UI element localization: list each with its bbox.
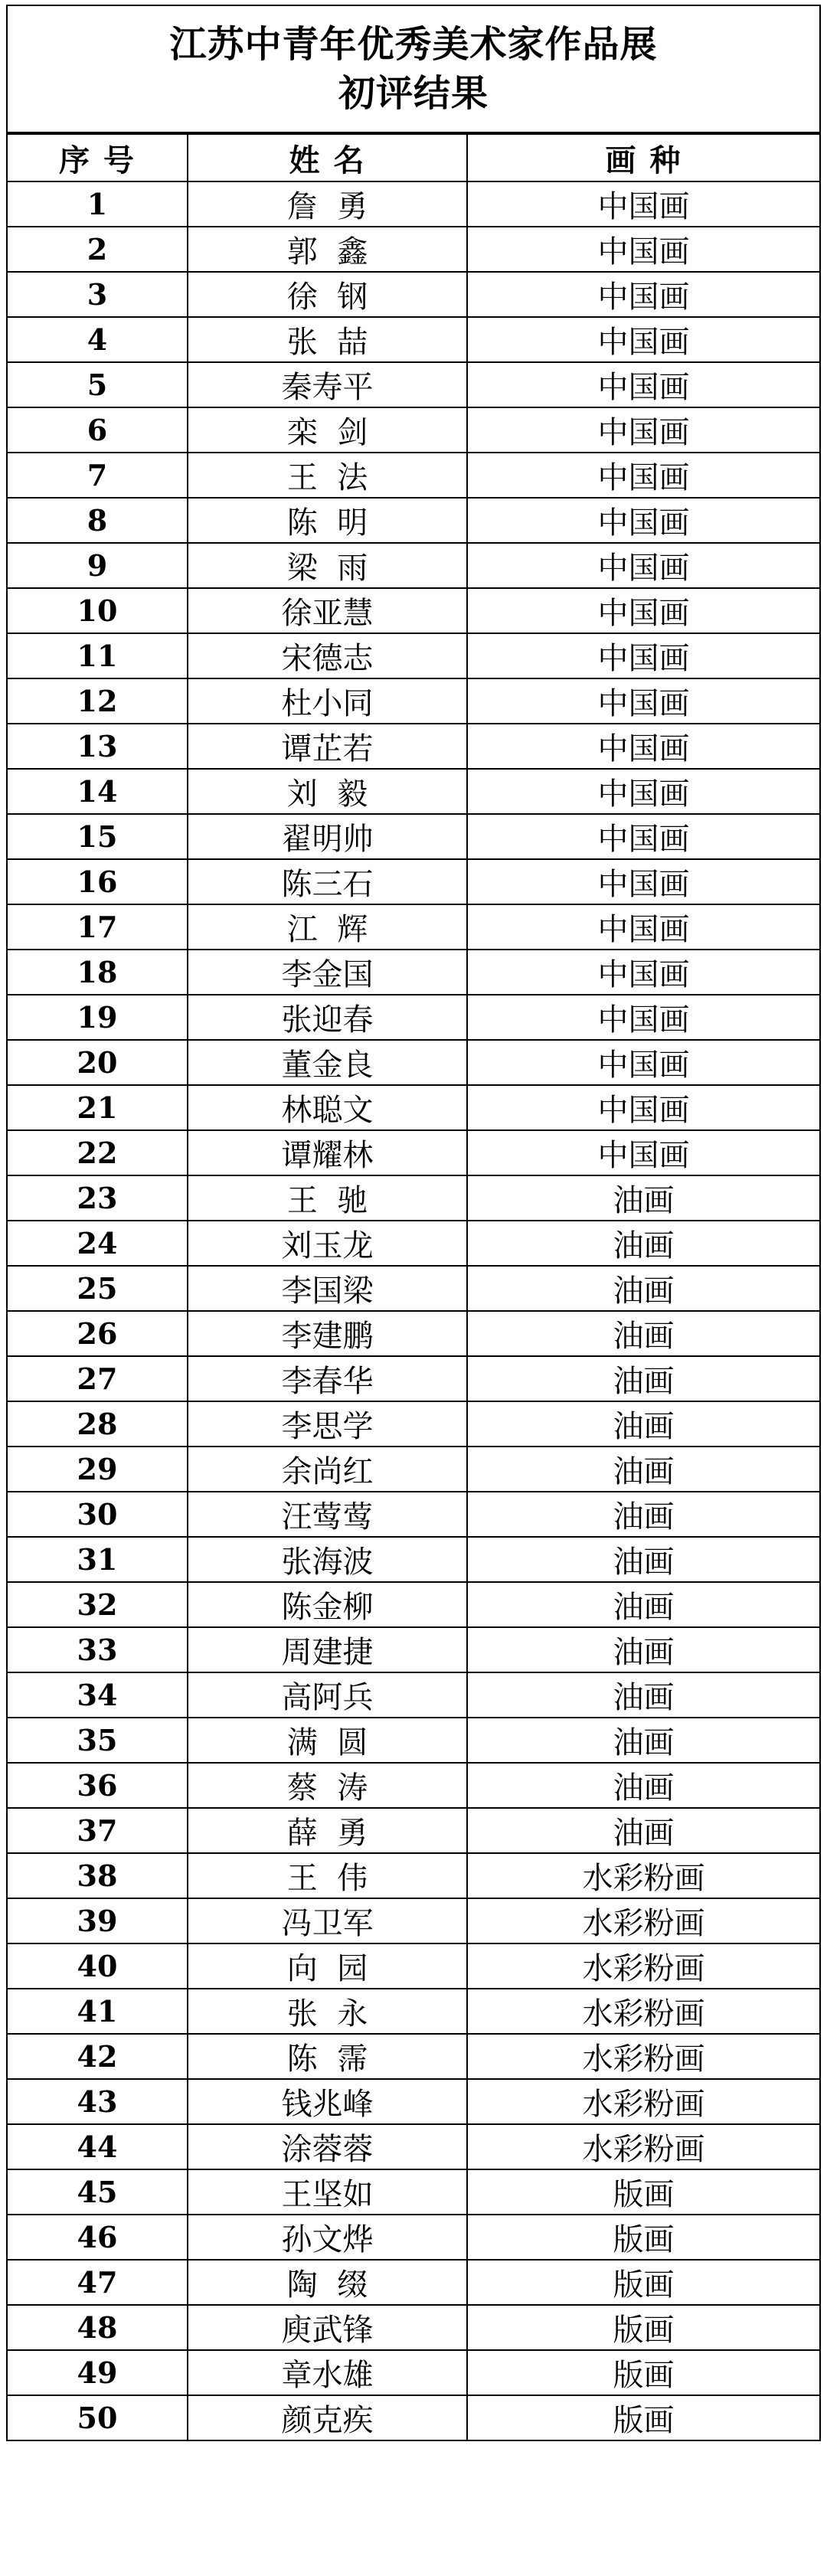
table-row (8, 498, 819, 543)
row-kind: 中国画 (467, 1085, 819, 1130)
row-name: 王坚如 (188, 2169, 467, 2215)
row-kind: 版画 (467, 2169, 819, 2215)
row-kind: 水彩粉画 (467, 1943, 819, 1989)
row-kind: 水彩粉画 (467, 2034, 819, 2079)
row-number: 36 (8, 1763, 188, 1808)
row-name: 汪莺莺 (188, 1492, 467, 1537)
row-number: 41 (8, 1989, 188, 2034)
row-name: 秦寿平 (188, 362, 467, 407)
table-row (8, 317, 819, 362)
row-number: 23 (8, 1175, 188, 1221)
row-kind: 中国画 (467, 1130, 819, 1175)
row-kind: 油画 (467, 1718, 819, 1763)
row-name: 宋德志 (188, 633, 467, 678)
row-kind: 油画 (467, 1492, 819, 1537)
table-row (8, 678, 819, 724)
row-kind: 中国画 (467, 588, 819, 633)
row-name: 董金良 (188, 1040, 467, 1085)
row-kind: 油画 (467, 1582, 819, 1627)
row-number: 11 (8, 633, 188, 678)
table-row (8, 1718, 819, 1763)
title-line-2: 初评结果 (338, 72, 489, 115)
row-name: 李思学 (188, 1401, 467, 1447)
table-row (8, 453, 819, 498)
row-kind: 中国画 (467, 407, 819, 453)
row-number: 45 (8, 2169, 188, 2215)
row-kind: 中国画 (467, 904, 819, 950)
row-name: 章水雄 (188, 2350, 467, 2395)
row-kind: 中国画 (467, 498, 819, 543)
row-kind: 油画 (467, 1266, 819, 1311)
table-row (8, 272, 819, 317)
table-row (8, 1221, 819, 1266)
table-row (8, 1401, 819, 1447)
row-number: 35 (8, 1718, 188, 1763)
table-row (8, 588, 819, 633)
table-row (8, 2305, 819, 2350)
row-number: 17 (8, 904, 188, 950)
row-kind: 水彩粉画 (467, 2079, 819, 2124)
table-row (8, 633, 819, 678)
row-name: 徐 钢 (188, 272, 467, 317)
table-body (8, 181, 819, 2440)
table-row (8, 407, 819, 453)
row-name: 谭耀林 (188, 1130, 467, 1175)
row-kind: 版画 (467, 2395, 819, 2440)
row-number: 9 (8, 543, 188, 588)
row-number: 1 (8, 181, 188, 227)
row-name: 郭 鑫 (188, 227, 467, 272)
table-row (8, 1672, 819, 1718)
row-name: 翟明帅 (188, 814, 467, 859)
table-row (8, 904, 819, 950)
row-number: 16 (8, 859, 188, 904)
row-name: 颜克疾 (188, 2395, 467, 2440)
table-row (8, 1808, 819, 1853)
row-kind: 油画 (467, 1627, 819, 1672)
table-row (8, 1582, 819, 1627)
results-table (8, 133, 819, 2441)
row-kind: 版画 (467, 2350, 819, 2395)
row-kind: 油画 (467, 1311, 819, 1356)
row-name: 栾 剑 (188, 407, 467, 453)
row-number: 37 (8, 1808, 188, 1853)
table-row (8, 362, 819, 407)
row-number: 49 (8, 2350, 188, 2395)
row-number: 28 (8, 1401, 188, 1447)
row-name: 詹 勇 (188, 181, 467, 227)
row-name: 周建捷 (188, 1627, 467, 1672)
row-name: 陈金柳 (188, 1582, 467, 1627)
table-row (8, 2034, 819, 2079)
row-kind: 版画 (467, 2305, 819, 2350)
table-row (8, 1311, 819, 1356)
row-name: 谭芷若 (188, 724, 467, 769)
table-row (8, 227, 819, 272)
table-row (8, 1853, 819, 1898)
table-row (8, 1040, 819, 1085)
row-name: 陈三石 (188, 859, 467, 904)
row-name: 满 圆 (188, 1718, 467, 1763)
row-number: 6 (8, 407, 188, 453)
table-row (8, 769, 819, 814)
row-number: 2 (8, 227, 188, 272)
row-number: 4 (8, 317, 188, 362)
table-row (8, 1085, 819, 1130)
row-number: 48 (8, 2305, 188, 2350)
table-row (8, 1492, 819, 1537)
table-row (8, 2215, 819, 2260)
row-kind: 中国画 (467, 362, 819, 407)
row-name: 张迎春 (188, 995, 467, 1040)
column-header-name: 姓 名 (188, 134, 467, 181)
table-row (8, 2124, 819, 2169)
table-row (8, 1989, 819, 2034)
row-name: 陈 明 (188, 498, 467, 543)
row-name: 孙文烨 (188, 2215, 467, 2260)
table-row (8, 1537, 819, 1582)
row-kind: 油画 (467, 1808, 819, 1853)
table-row (8, 1130, 819, 1175)
row-kind: 版画 (467, 2215, 819, 2260)
row-kind: 中国画 (467, 543, 819, 588)
table-row (8, 2260, 819, 2305)
table-row (8, 2350, 819, 2395)
row-name: 蔡 涛 (188, 1763, 467, 1808)
row-name: 杜小同 (188, 678, 467, 724)
row-number: 39 (8, 1898, 188, 1943)
row-name: 庾武锋 (188, 2305, 467, 2350)
row-number: 34 (8, 1672, 188, 1718)
row-name: 张 喆 (188, 317, 467, 362)
table-row (8, 1266, 819, 1311)
table-row (8, 995, 819, 1040)
row-kind: 油画 (467, 1221, 819, 1266)
row-kind: 中国画 (467, 1040, 819, 1085)
row-name: 刘 毅 (188, 769, 467, 814)
row-kind: 中国画 (467, 453, 819, 498)
row-name: 向 园 (188, 1943, 467, 1989)
row-kind: 中国画 (467, 995, 819, 1040)
table-row (8, 1763, 819, 1808)
row-name: 冯卫军 (188, 1898, 467, 1943)
row-name: 张 永 (188, 1989, 467, 2034)
row-name: 林聪文 (188, 1085, 467, 1130)
row-kind: 油画 (467, 1537, 819, 1582)
table-row (8, 1898, 819, 1943)
table-row (8, 2395, 819, 2440)
row-name: 李国梁 (188, 1266, 467, 1311)
row-number: 8 (8, 498, 188, 543)
table-row (8, 950, 819, 995)
column-header-kind: 画 种 (467, 134, 819, 181)
row-name: 高阿兵 (188, 1672, 467, 1718)
row-kind: 中国画 (467, 724, 819, 769)
row-number: 10 (8, 588, 188, 633)
row-kind: 水彩粉画 (467, 1853, 819, 1898)
row-kind: 中国画 (467, 950, 819, 995)
row-kind: 中国画 (467, 814, 819, 859)
row-number: 43 (8, 2079, 188, 2124)
row-number: 21 (8, 1085, 188, 1130)
row-name: 钱兆峰 (188, 2079, 467, 2124)
table-row (8, 1175, 819, 1221)
row-kind: 中国画 (467, 227, 819, 272)
document-title (8, 6, 819, 133)
table-row (8, 1943, 819, 1989)
row-number: 42 (8, 2034, 188, 2079)
row-number: 47 (8, 2260, 188, 2305)
row-name: 刘玉龙 (188, 1221, 467, 1266)
row-number: 44 (8, 2124, 188, 2169)
column-header-number: 序 号 (8, 134, 188, 181)
row-number: 27 (8, 1356, 188, 1401)
row-number: 13 (8, 724, 188, 769)
row-number: 38 (8, 1853, 188, 1898)
row-kind: 中国画 (467, 678, 819, 724)
table-row (8, 2169, 819, 2215)
row-number: 29 (8, 1447, 188, 1492)
row-number: 15 (8, 814, 188, 859)
row-number: 50 (8, 2395, 188, 2440)
row-number: 3 (8, 272, 188, 317)
table-row (8, 1356, 819, 1401)
row-kind: 中国画 (467, 272, 819, 317)
row-kind: 水彩粉画 (467, 2124, 819, 2169)
row-name: 陶 缀 (188, 2260, 467, 2305)
row-name: 李春华 (188, 1356, 467, 1401)
row-kind: 油画 (467, 1175, 819, 1221)
row-number: 32 (8, 1582, 188, 1627)
row-kind: 中国画 (467, 181, 819, 227)
table-row (8, 1627, 819, 1672)
row-number: 18 (8, 950, 188, 995)
table-row (8, 859, 819, 904)
row-name: 江 辉 (188, 904, 467, 950)
row-kind: 版画 (467, 2260, 819, 2305)
row-name: 李建鹏 (188, 1311, 467, 1356)
row-name: 王 伟 (188, 1853, 467, 1898)
row-name: 陈 霈 (188, 2034, 467, 2079)
row-kind: 油画 (467, 1356, 819, 1401)
row-number: 30 (8, 1492, 188, 1537)
row-kind: 水彩粉画 (467, 1989, 819, 2034)
row-kind: 油画 (467, 1763, 819, 1808)
row-kind: 中国画 (467, 859, 819, 904)
row-number: 5 (8, 362, 188, 407)
row-number: 14 (8, 769, 188, 814)
table-row (8, 2079, 819, 2124)
row-kind: 油画 (467, 1672, 819, 1718)
row-number: 24 (8, 1221, 188, 1266)
row-number: 7 (8, 453, 188, 498)
row-name: 涂蓉蓉 (188, 2124, 467, 2169)
row-number: 22 (8, 1130, 188, 1175)
table-row (8, 814, 819, 859)
row-name: 李金国 (188, 950, 467, 995)
row-number: 31 (8, 1537, 188, 1582)
table-row (8, 543, 819, 588)
row-kind: 中国画 (467, 633, 819, 678)
row-number: 26 (8, 1311, 188, 1356)
table-header-row (8, 134, 819, 181)
title-line-1: 江苏中青年优秀美术家作品展 (169, 23, 658, 66)
row-kind: 油画 (467, 1447, 819, 1492)
row-number: 12 (8, 678, 188, 724)
row-name: 余尚红 (188, 1447, 467, 1492)
row-number: 20 (8, 1040, 188, 1085)
row-name: 薛 勇 (188, 1808, 467, 1853)
row-name: 王 法 (188, 453, 467, 498)
row-kind: 油画 (467, 1401, 819, 1447)
results-sheet (6, 5, 821, 2441)
row-number: 40 (8, 1943, 188, 1989)
row-number: 33 (8, 1627, 188, 1672)
row-kind: 中国画 (467, 317, 819, 362)
row-number: 19 (8, 995, 188, 1040)
table-row (8, 181, 819, 227)
row-name: 王 驰 (188, 1175, 467, 1221)
row-number: 46 (8, 2215, 188, 2260)
table-row (8, 1447, 819, 1492)
table-row (8, 724, 819, 769)
row-name: 徐亚慧 (188, 588, 467, 633)
row-kind: 水彩粉画 (467, 1898, 819, 1943)
row-kind: 中国画 (467, 769, 819, 814)
row-number: 25 (8, 1266, 188, 1311)
row-name: 张海波 (188, 1537, 467, 1582)
row-name: 梁 雨 (188, 543, 467, 588)
